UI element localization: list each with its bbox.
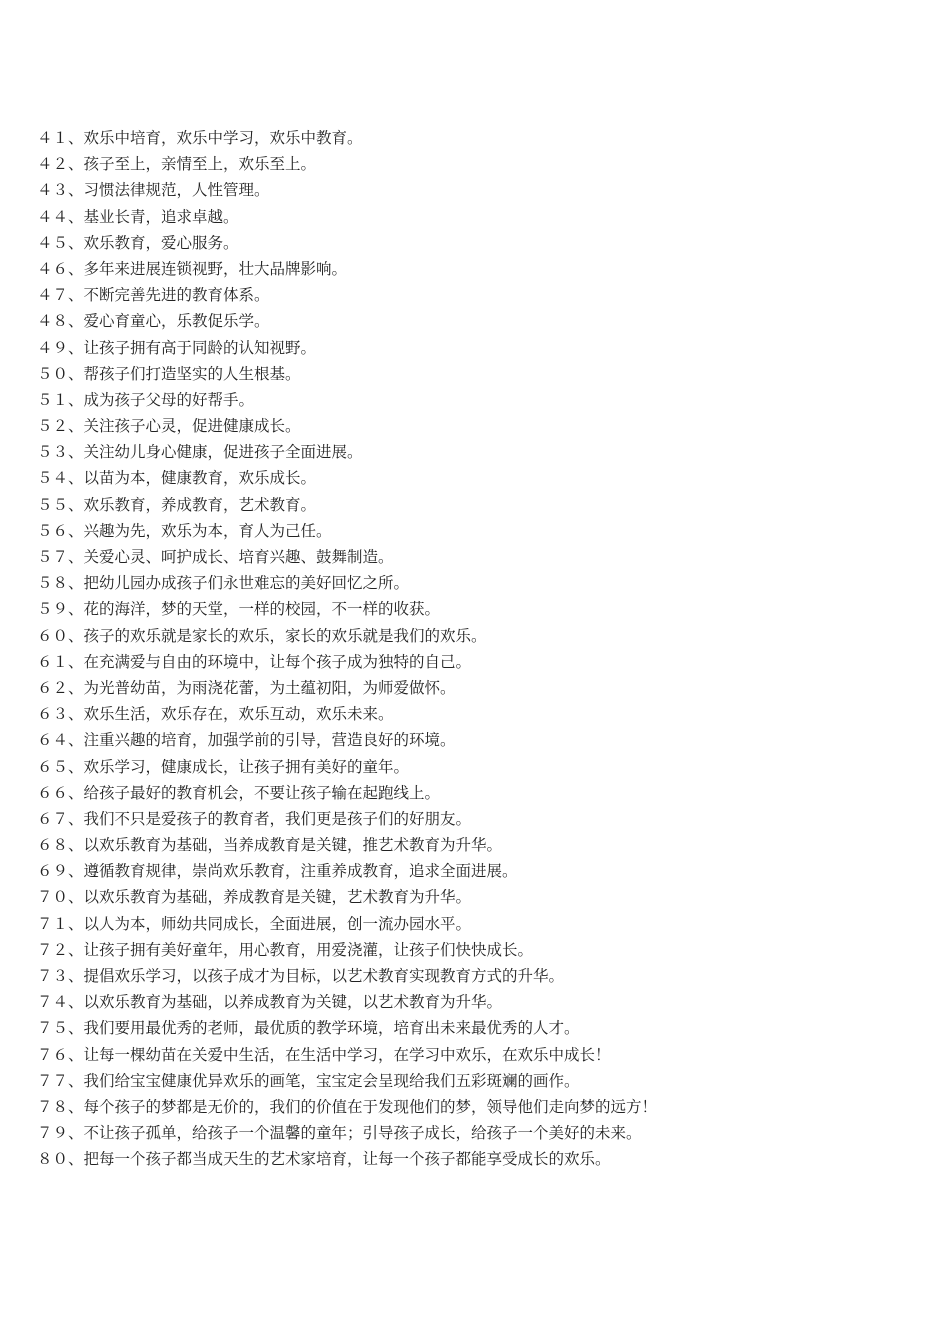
slogan-list [37,125,917,1173]
list-item: ４９、让孩子拥有高于同龄的认知视野。 [37,338,317,357]
list-item: ７８、每个孩子的梦都是无价的，我们的价值在于发现他们的梦，领导他们走向梦的远方！ [37,1097,658,1116]
list-item: ４６、多年来进展连锁视野，壮大品牌影响。 [37,259,348,278]
list-item: ５２、关注孩子心灵，促进健康成长。 [37,417,301,436]
list-item: ６４、注重兴趣的培育，加强学前的引导，营造良好的环境。 [37,731,456,750]
list-item: ７５、我们要用最优秀的老师，最优质的教学环境，培育出未来最优秀的人才。 [37,1019,580,1038]
list-item: ６２、为光普幼苗，为雨浇花蕾，为土蕴初阳，为师爱做怀。 [37,678,456,697]
list-item: ６６、给孩子最好的教育机会，不要让孩子输在起跑线上。 [37,783,441,802]
list-item: ５４、以苗为本，健康教育，欢乐成长。 [37,469,317,488]
list-item: ４４、基业长青，追求卓越。 [37,207,239,226]
list-item: ４１、欢乐中培育，欢乐中学习，欢乐中教育。 [37,129,363,147]
list-item: ４２、孩子至上，亲情至上，欢乐至上。 [37,155,317,174]
list-item: ７４、以欢乐教育为基础，以养成教育为关键，以艺术教育为升华。 [37,993,503,1012]
list-item: ６０、孩子的欢乐就是家长的欢乐，家长的欢乐就是我们的欢乐。 [37,626,487,645]
list-item: ４８、爱心育童心，乐教促乐学。 [37,312,270,331]
list-item: ６１、在充满爱与自由的环境中，让每个孩子成为独特的自己。 [37,652,472,671]
list-item: ７７、我们给宝宝健康优异欢乐的画笔，宝宝定会呈现给我们五彩斑斓的画作。 [37,1071,580,1090]
list-item: ６３、欢乐生活，欢乐存在，欢乐互动，欢乐未来。 [37,705,394,724]
list-item: ６５、欢乐学习，健康成长，让孩子拥有美好的童年。 [37,757,410,776]
list-item: ７９、不让孩子孤单，给孩子一个温馨的童年；引导孩子成长，给孩子一个美好的未来。 [37,1124,642,1143]
list-item: ７０、以欢乐教育为基础，养成教育是关键，艺术教育为升华。 [37,888,472,907]
list-item: ４５、欢乐教育，爱心服务。 [37,233,239,252]
list-item: ５５、欢乐教育，养成教育，艺术教育。 [37,495,317,514]
list-item: ８０、把每一个孩子都当成天生的艺术家培育，让每一个孩子都能享受成长的欢乐。 [37,1150,611,1169]
list-item: ７２、让孩子拥有美好童年，用心教育，用爱浇灌，让孩子们快快成长。 [37,940,534,959]
list-item: ５１、成为孩子父母的好帮手。 [37,390,255,409]
list-item: ５８、把幼儿园办成孩子们永世难忘的美好回忆之所。 [37,574,410,593]
list-item: ７１、以人为本，师幼共同成长，全面进展，创一流办园水平。 [37,914,472,933]
list-item: ７３、提倡欢乐学习，以孩子成才为目标，以艺术教育实现教育方式的升华。 [37,967,565,985]
list-item: ５６、兴趣为先，欢乐为本，育人为己任。 [37,521,332,540]
list-item: ５９、花的海洋，梦的天堂，一样的校园，不一样的收获。 [37,600,441,619]
list-item: ６８、以欢乐教育为基础，当养成教育是关键，推艺术教育为升华。 [37,836,503,855]
list-item: ４３、习惯法律规范，人性管理。 [37,181,270,200]
list-item: ６９、遵循教育规律，崇尚欢乐教育，注重养成教育，追求全面进展。 [37,862,518,881]
list-item: ６７、我们不只是爱孩子的教育者，我们更是孩子们的好朋友。 [37,809,472,828]
list-item: ５７、关爱心灵、呵护成长、培育兴趣、鼓舞制造。 [37,548,394,566]
list-item: ４７、不断完善先进的教育体系。 [37,286,270,305]
list-item: ５０、帮孩子们打造坚实的人生根基。 [37,364,301,383]
list-item: ５３、关注幼儿身心健康，促进孩子全面进展。 [37,443,363,462]
list-item: ７６、让每一棵幼苗在关爱中生活，在生活中学习，在学习中欢乐，在欢乐中成长！ [37,1045,611,1064]
